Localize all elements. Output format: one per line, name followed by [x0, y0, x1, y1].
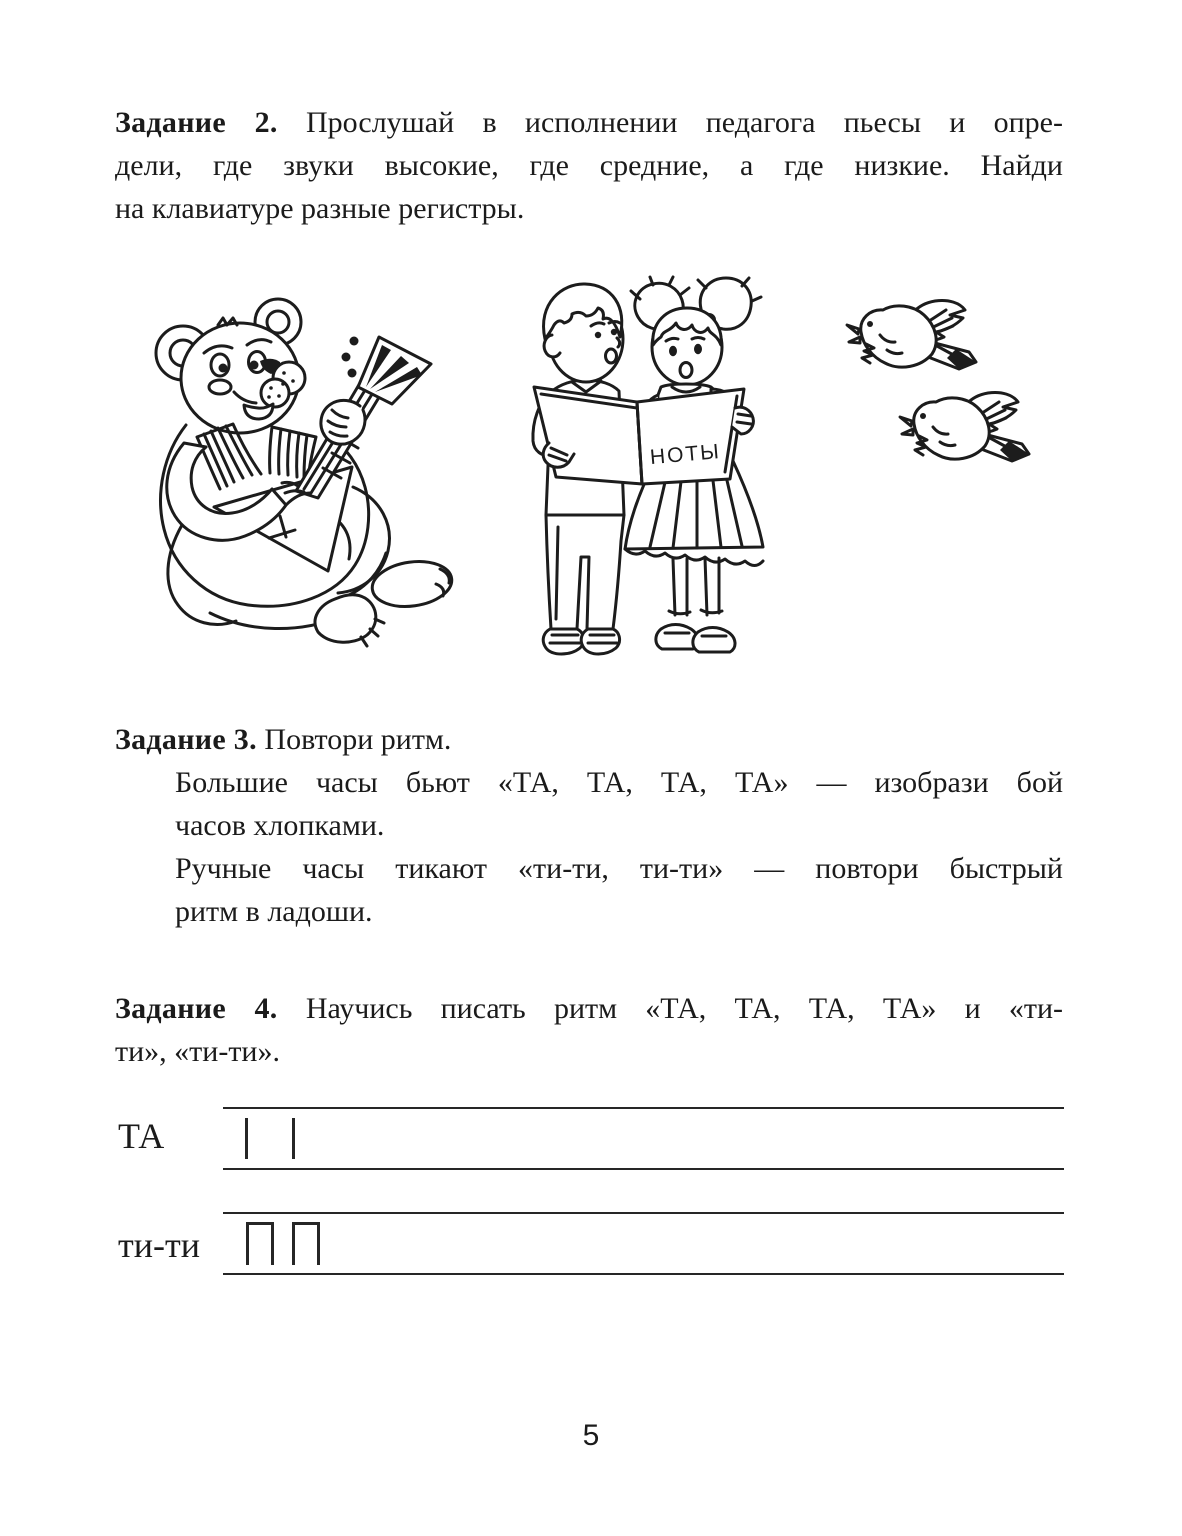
task3-line-4: Ручные часы тикают «ти-ти, ти-ти» — повтори быстрый [175, 852, 1063, 885]
task2-line-2: дели, где звуки высокие, где средние, а где низкие. Найди [115, 149, 1063, 182]
task3-line-5: ритм в ладоши. [175, 895, 373, 928]
task2-line-1-text: Прослушай в исполнении педагога пьесы и опре- [305, 106, 1063, 139]
task3-label: Задание 3. [115, 723, 257, 756]
titi-note-mark [246, 1222, 274, 1265]
ta-rhythm-marks [245, 1118, 295, 1159]
task4-label: Задание 4. [115, 992, 278, 1025]
task2-line-3: на клавиатуре разные регистры. [115, 192, 525, 225]
bird-icon [847, 300, 976, 369]
task3-line-3: часов хлопками. [175, 809, 385, 842]
task2-label: Задание 2. [115, 106, 278, 139]
illustration-music-scene [120, 275, 1080, 695]
writing-rule-line [223, 1273, 1064, 1275]
task4-line-2: ти», «ти-ти». [115, 1035, 280, 1068]
ta-note-mark [292, 1118, 295, 1159]
bear-playing-balalaika [156, 299, 455, 646]
writing-rule-line [223, 1107, 1064, 1109]
task4-line-1 [115, 987, 1063, 1030]
page-number: 5 [582, 1419, 600, 1452]
birds-flying [847, 300, 1029, 461]
task4-line-1-text: Научись писать ритм «ТА, ТА, ТА, ТА» и «ти- [305, 992, 1063, 1025]
bird-icon [900, 392, 1029, 461]
task2-line-1 [115, 101, 1063, 144]
rhythm-row-label-titi: ти-ти [118, 1225, 200, 1265]
writing-rule-line [223, 1168, 1064, 1170]
task3-intro: Повтори ритм. [264, 723, 452, 756]
task3-line-2: Большие часы бьют «ТА, ТА, ТА, ТА» — изобрази бой [175, 766, 1063, 799]
task-4 [115, 987, 1063, 1073]
task-3 [115, 718, 1063, 933]
music-book-label: НОТЫ [649, 439, 722, 470]
task3-line-1 [115, 718, 1063, 761]
titi-rhythm-marks [246, 1222, 320, 1265]
task-2 [115, 101, 1063, 230]
children-singing [533, 277, 763, 654]
writing-rule-line [223, 1212, 1064, 1214]
rhythm-row-label-ta: ТА [118, 1116, 165, 1156]
ta-note-mark [245, 1118, 248, 1159]
music-book [534, 387, 753, 484]
titi-note-mark [292, 1222, 320, 1265]
